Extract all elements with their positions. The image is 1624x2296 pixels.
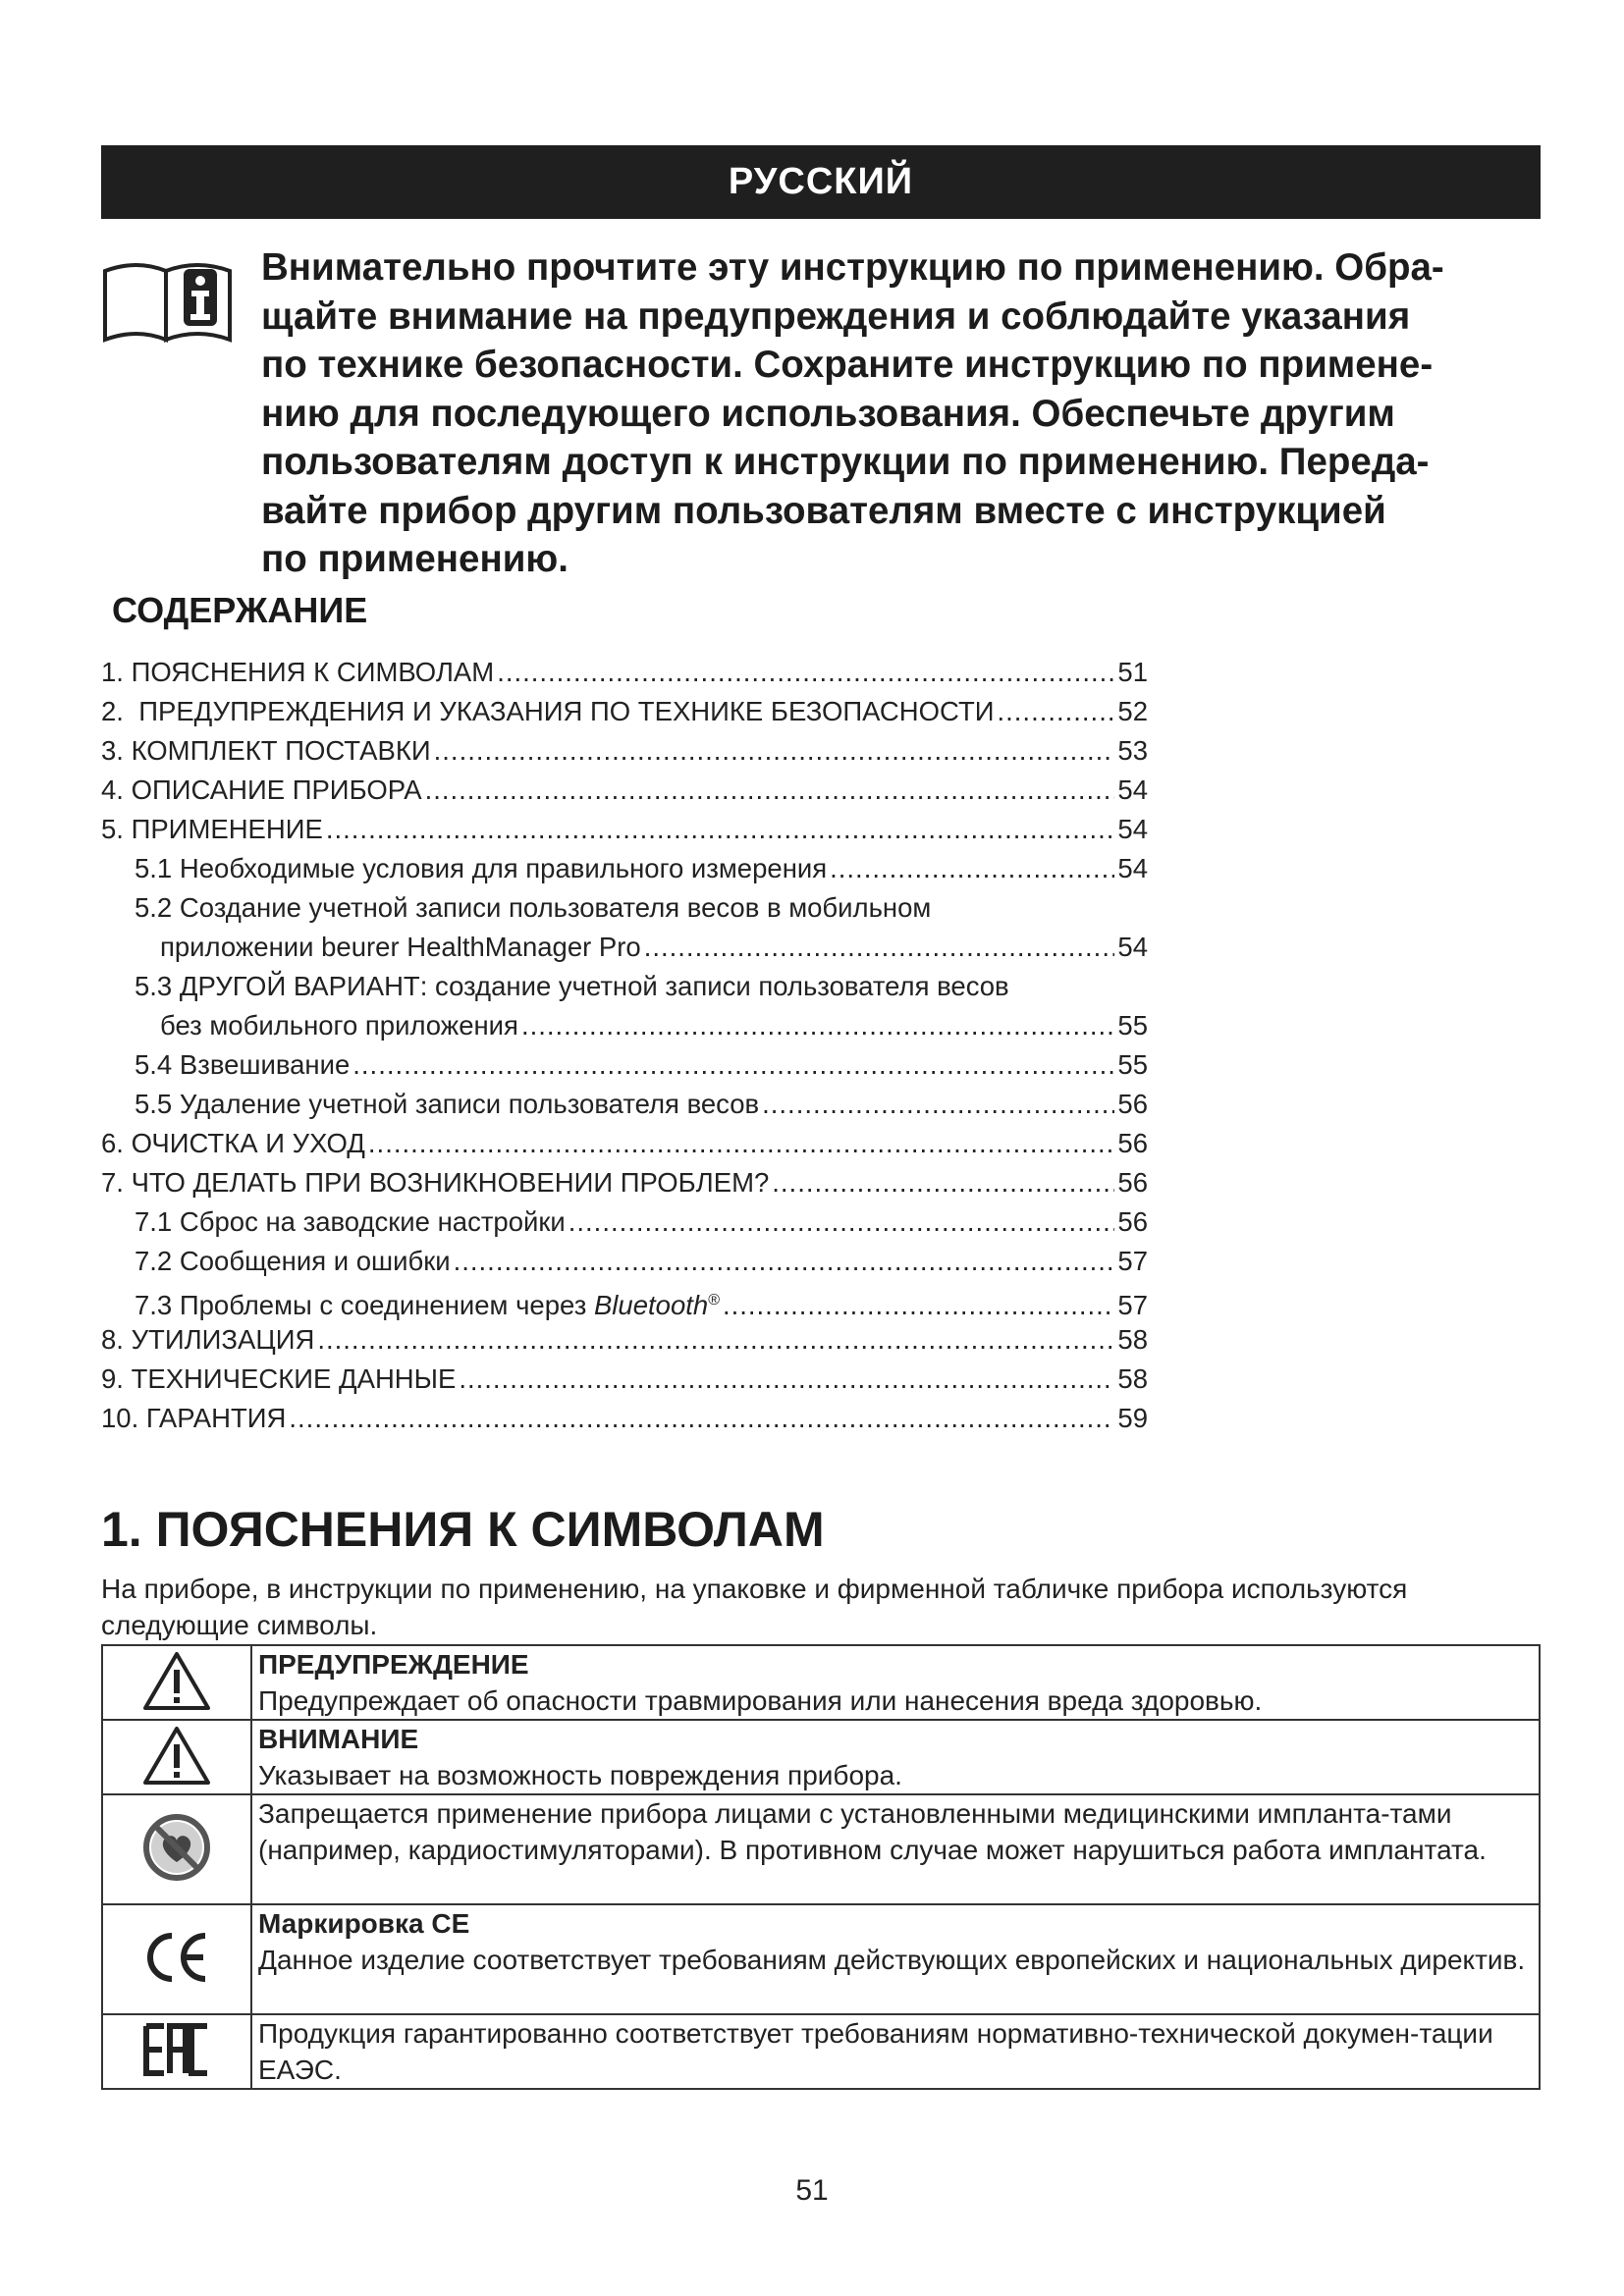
symbol-row xyxy=(102,1645,1540,1720)
toc-item-label: 7.1 Сброс на заводские настройки xyxy=(135,1206,566,1237)
toc-leader xyxy=(644,928,1115,967)
toc-item[interactable] xyxy=(101,771,1148,810)
symbol-text: Запрещается применение прибора лицами с установленными медицинскими импланта-тами (например, кардиостимуляторами). В противном случае может нарушиться работа имплантата. xyxy=(258,1798,1487,1865)
toc-item-label-text: 7.3 Проблемы с соединением через xyxy=(135,1290,587,1321)
toc-subitem[interactable] xyxy=(101,888,1148,928)
symbol-cell xyxy=(102,1904,251,2014)
toc-item-label: 3. КОМПЛЕКТ ПОСТАВКИ xyxy=(101,735,431,766)
no-implant-icon xyxy=(142,1813,211,1882)
toc-item-page: 56 xyxy=(1117,1206,1148,1237)
toc-subitem[interactable] xyxy=(101,1202,1148,1242)
toc-item[interactable] xyxy=(101,731,1148,771)
intro-line: вайте прибор другим пользователям вместе с инструкцией xyxy=(261,489,1386,532)
toc-leader xyxy=(434,731,1115,771)
toc-leader xyxy=(459,1360,1114,1399)
symbols-table xyxy=(101,1644,1541,2090)
symbol-title: ПРЕДУПРЕЖДЕНИЕ xyxy=(258,1649,529,1680)
symbol-cell xyxy=(102,1720,251,1794)
toc-item-label: 5.5 Удаление учетной записи пользователя весов xyxy=(135,1089,760,1119)
toc-subitem[interactable] xyxy=(101,1281,1148,1320)
toc-item-label: 5.1 Необходимые условия для правильного измерения xyxy=(135,853,828,883)
toc-item-label: 5.4 Взвешивание xyxy=(135,1049,351,1080)
toc-leader xyxy=(497,653,1114,692)
symbol-description xyxy=(251,1904,1540,2014)
symbol-description xyxy=(251,2014,1540,2089)
toc-item-label: приложении beurer HealthManager Pro xyxy=(160,932,641,962)
symbol-row xyxy=(102,1720,1540,1794)
toc-item-label: 5.2 Создание учетной записи пользователя весов в мобильном xyxy=(135,892,932,923)
symbol-text: Данное изделие соответствует требованиям действующих европейских и национальных директив. xyxy=(258,1945,1526,1975)
toc-item-label: 4. ОПИСАНИЕ ПРИБОРА xyxy=(101,774,422,805)
language-header: РУССКИЙ xyxy=(101,145,1541,219)
toc-item-page: 57 xyxy=(1117,1290,1148,1321)
toc-item-label: без мобильного приложения xyxy=(160,1010,518,1041)
toc-leader xyxy=(317,1320,1114,1360)
toc-item-page: 52 xyxy=(1117,696,1148,726)
toc-item-page: 58 xyxy=(1117,1363,1148,1394)
toc-item-label: 9. ТЕХНИЧЕСКИЕ ДАННЫЕ xyxy=(101,1363,457,1394)
toc-leader xyxy=(326,810,1115,849)
toc-item-page: 57 xyxy=(1117,1246,1148,1276)
toc-item-label: 7.2 Сообщения и ошибки xyxy=(135,1246,451,1276)
toc-title: СОДЕРЖАНИЕ xyxy=(112,590,368,630)
toc-item-page: 56 xyxy=(1117,1128,1148,1158)
section-intro: На приборе, в инструкции по применению, на упаковке и фирменной табличке прибора используются следующие символы. xyxy=(101,1574,1408,1640)
toc-subitem[interactable] xyxy=(101,1045,1148,1085)
toc-item-label: 8. УТИЛИЗАЦИЯ xyxy=(101,1324,315,1355)
toc-item-label: 6. ОЧИСТКА И УХОД xyxy=(101,1128,365,1158)
eac-mark-icon xyxy=(142,2022,211,2077)
toc-item[interactable] xyxy=(101,1163,1148,1202)
toc-item-label: 5. ПРИМЕНЕНИЕ xyxy=(101,814,323,844)
toc-item[interactable] xyxy=(101,1399,1148,1438)
toc-leader xyxy=(368,1124,1114,1163)
toc-leader xyxy=(772,1163,1114,1202)
toc-leader xyxy=(762,1085,1114,1124)
symbol-cell xyxy=(102,1794,251,1904)
toc-item-page: 55 xyxy=(1117,1010,1148,1041)
toc-subitem[interactable] xyxy=(101,1242,1148,1281)
symbol-description xyxy=(251,1794,1540,1904)
toc-subitem[interactable] xyxy=(101,967,1148,1006)
toc-item-page: 56 xyxy=(1117,1089,1148,1119)
toc-item[interactable] xyxy=(101,653,1148,692)
symbol-text: Предупреждает об опасности травмирования или нанесения вреда здоровью. xyxy=(258,1685,1263,1716)
toc-item[interactable] xyxy=(101,1360,1148,1399)
intro-line: Внимательно прочтите эту инструкцию по применению. Обра- xyxy=(261,246,1444,289)
symbol-text: Продукция гарантированно соответствует требованиям нормативно-технической докумен-тации ЕАЭС. xyxy=(258,2018,1493,2085)
toc-subitem-continued[interactable] xyxy=(101,1006,1148,1045)
intro-line: по применению. xyxy=(261,538,568,580)
toc-item-page: 55 xyxy=(1117,1049,1148,1080)
toc-item[interactable] xyxy=(101,1320,1148,1360)
toc-item-label: 7. ЧТО ДЕЛАТЬ ПРИ ВОЗНИКНОВЕНИИ ПРОБЛЕМ? xyxy=(101,1167,770,1198)
toc-item-page: 54 xyxy=(1117,932,1148,962)
intro-line: пользователям доступ к инструкции по применению. Переда- xyxy=(261,441,1430,483)
toc-item-page: 51 xyxy=(1117,657,1148,687)
table-of-contents xyxy=(101,653,1148,1438)
symbol-description xyxy=(251,1720,1540,1794)
symbol-row xyxy=(102,1794,1540,1904)
intro-line: нию для последующего использования. Обеспечьте другим xyxy=(261,392,1395,435)
toc-item-label xyxy=(135,1281,720,1325)
symbol-cell xyxy=(102,2014,251,2089)
symbol-title: Маркировка CE xyxy=(258,1908,470,1939)
symbol-row xyxy=(102,2014,1540,2089)
toc-item[interactable] xyxy=(101,1124,1148,1163)
warning-triangle-icon xyxy=(142,1650,211,1711)
intro-line: по технике безопасности. Сохраните инструкцию по примене- xyxy=(261,344,1434,386)
toc-leader xyxy=(998,692,1115,731)
symbol-cell xyxy=(102,1645,251,1720)
section-heading: 1. ПОЯСНЕНИЯ К СИМВОЛАМ xyxy=(101,1502,825,1557)
symbol-title: ВНИМАНИЕ xyxy=(258,1724,419,1754)
toc-subitem-continued[interactable] xyxy=(101,928,1148,967)
toc-subitem[interactable] xyxy=(101,1085,1148,1124)
toc-item-page: 54 xyxy=(1117,774,1148,805)
intro-line: щайте внимание на предупреждения и соблюдайте указания xyxy=(261,294,1411,338)
page-number: 51 xyxy=(795,2174,829,2207)
toc-leader xyxy=(289,1399,1114,1438)
toc-leader xyxy=(425,771,1115,810)
toc-subitem[interactable] xyxy=(101,849,1148,888)
toc-item-page: 54 xyxy=(1117,814,1148,844)
ce-mark-icon xyxy=(142,1930,211,1985)
toc-leader xyxy=(352,1045,1114,1085)
toc-leader xyxy=(830,849,1114,888)
toc-item-page: 56 xyxy=(1117,1167,1148,1198)
symbol-description xyxy=(251,1645,1540,1720)
toc-leader xyxy=(454,1242,1115,1281)
symbol-text: Указывает на возможность повреждения прибора. xyxy=(258,1760,902,1790)
toc-item-page: 53 xyxy=(1117,735,1148,766)
registered-mark: ® xyxy=(708,1292,720,1308)
toc-leader xyxy=(568,1202,1115,1242)
toc-item-label: 1. ПОЯСНЕНИЯ К СИМВОЛАМ xyxy=(101,657,495,687)
toc-item-label: 5.3 ДРУГОЙ ВАРИАНТ: создание учетной записи пользователя весов xyxy=(135,971,1009,1001)
bluetooth-label: Bluetooth xyxy=(593,1290,709,1321)
toc-leader xyxy=(521,1006,1114,1045)
toc-item[interactable] xyxy=(101,810,1148,849)
symbol-row xyxy=(102,1904,1540,2014)
intro-notice xyxy=(261,243,1528,584)
read-manual-icon xyxy=(101,253,234,344)
toc-item-page: 59 xyxy=(1117,1403,1148,1433)
warning-triangle-icon xyxy=(142,1725,211,1786)
toc-item-page: 58 xyxy=(1117,1324,1148,1355)
toc-item-label: 2. ПРЕДУПРЕЖДЕНИЯ И УКАЗАНИЯ ПО ТЕХНИКЕ БЕЗОПАСНОСТИ xyxy=(101,696,995,726)
toc-item-page: 54 xyxy=(1117,853,1148,883)
toc-item-label: 10. ГАРАНТИЯ xyxy=(101,1403,287,1433)
toc-item[interactable] xyxy=(101,692,1148,731)
